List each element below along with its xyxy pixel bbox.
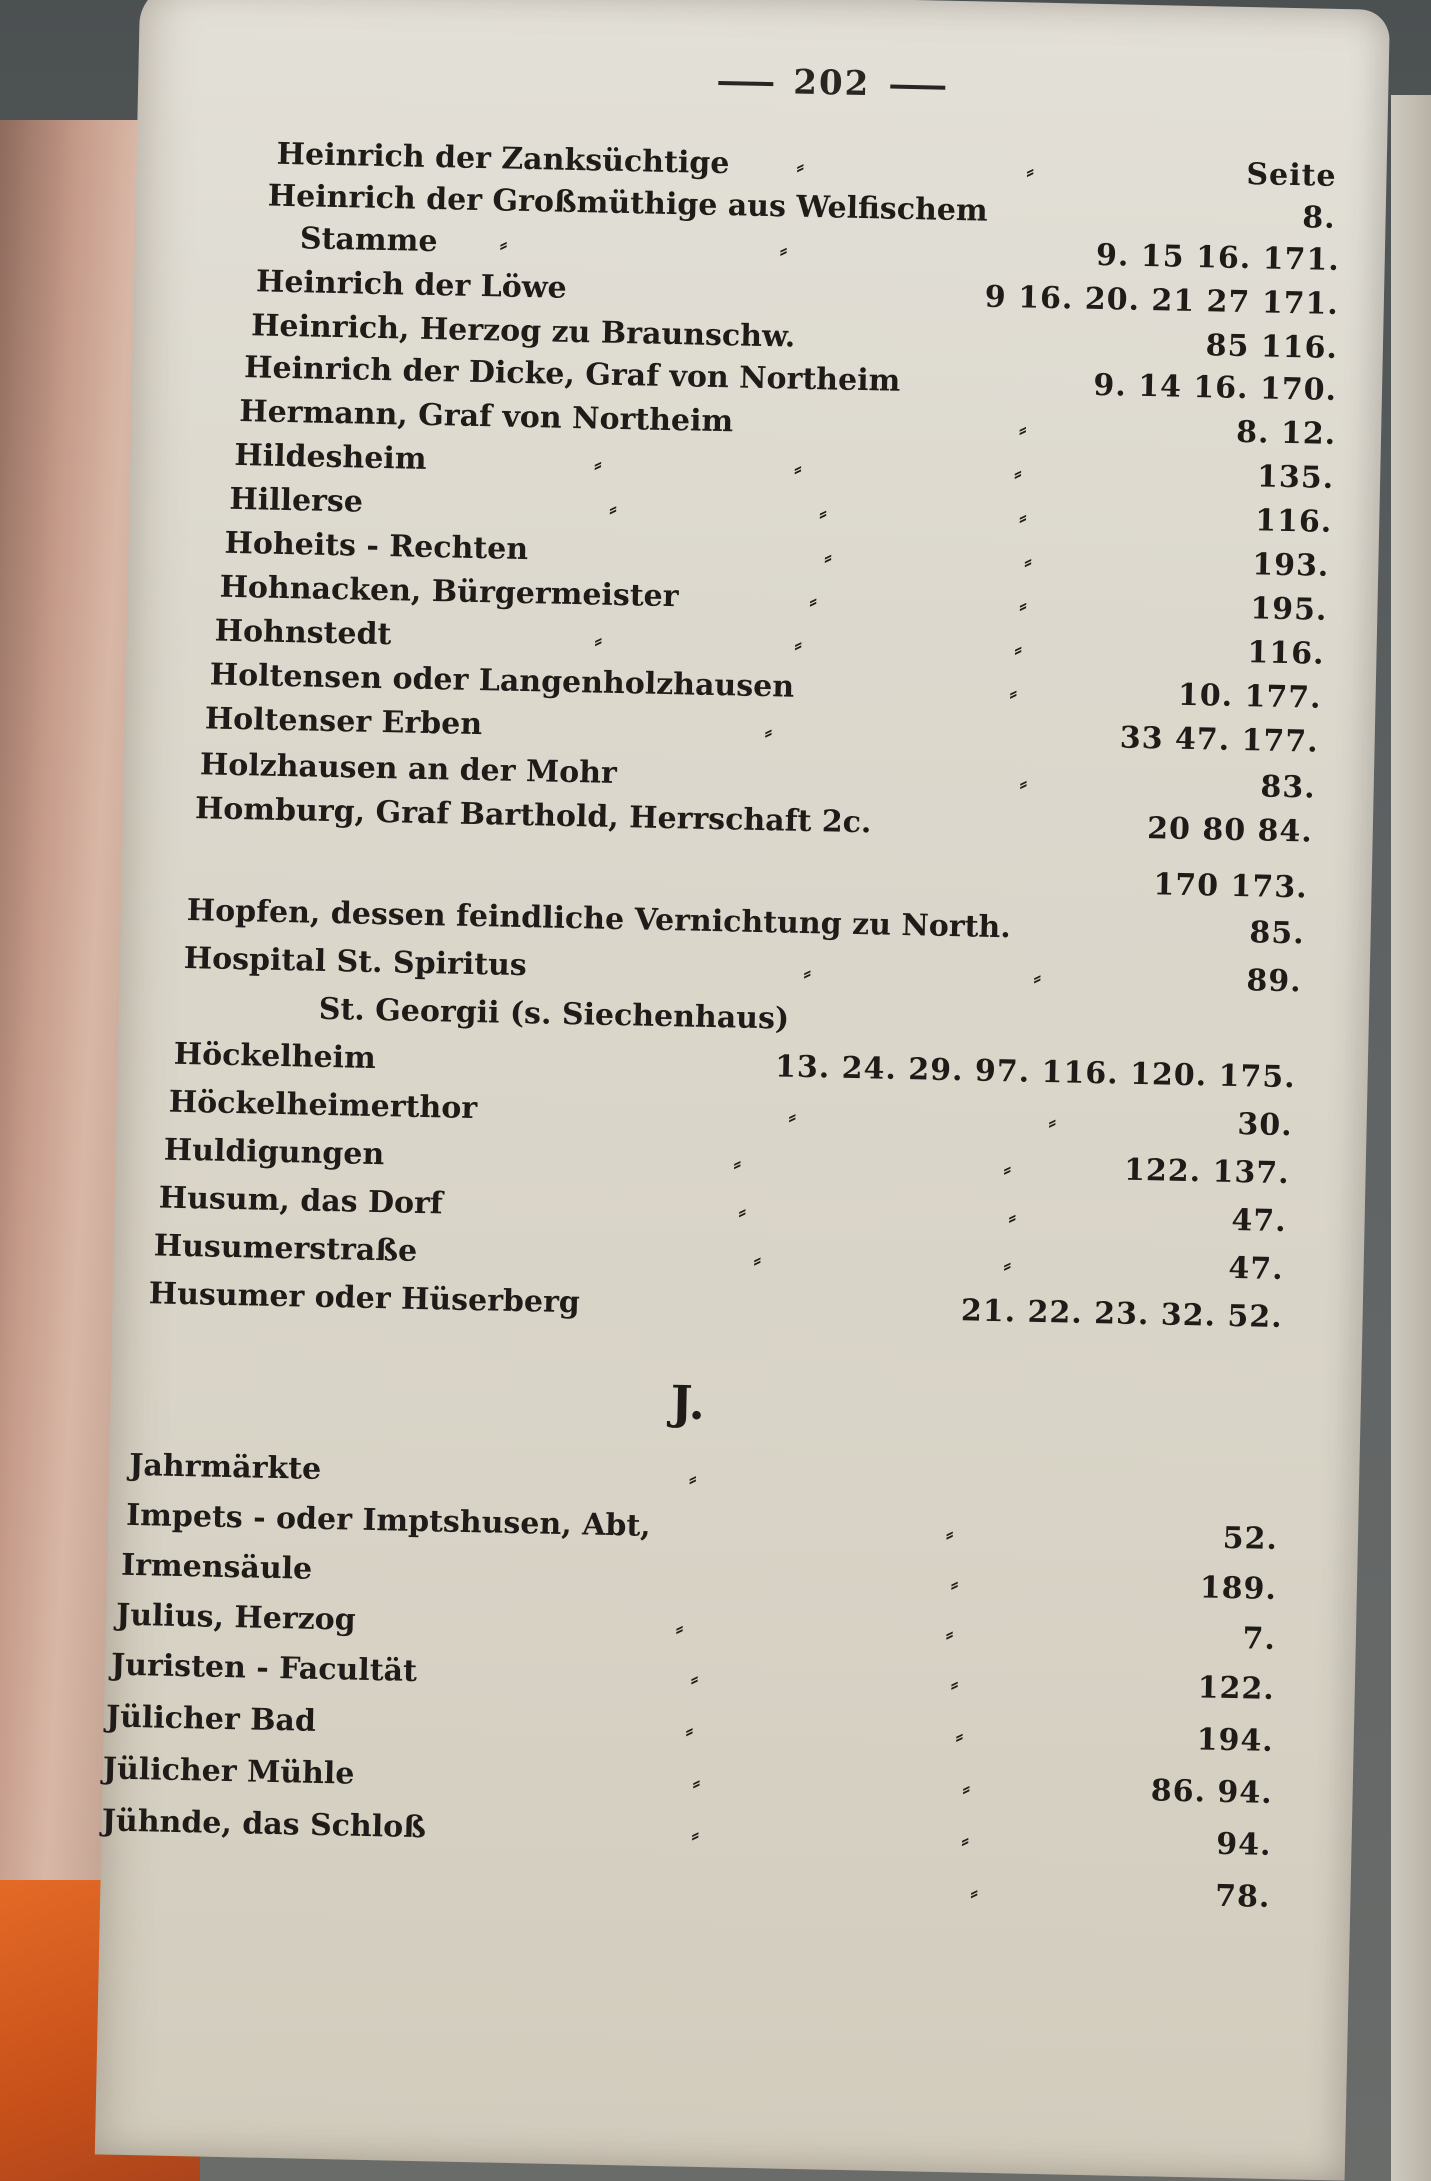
entry-pages: 20 80 84.	[1146, 811, 1314, 850]
leader-dot: ⸗	[1014, 636, 1023, 663]
entry-pages: 85.	[1249, 915, 1305, 952]
leader-dot: ⸗	[1048, 1109, 1057, 1136]
leader-dot: ⸗	[1019, 770, 1028, 797]
leader-dot: ⸗	[1003, 1252, 1012, 1279]
entry-pages: 7.	[1242, 1621, 1277, 1657]
leader-dot: ⸗	[692, 1769, 701, 1796]
leader-dot: ⸗	[824, 544, 833, 571]
leader-dot: ⸗	[594, 451, 602, 478]
entry-term: Jülicher Bad	[105, 1699, 317, 1739]
page-number-dash-right	[890, 85, 945, 90]
entry-term: Höckelheimerthor	[168, 1084, 478, 1127]
entry-term: Huldigungen	[163, 1132, 385, 1173]
entry-pages: 10. 177.	[1177, 677, 1322, 716]
leader-dot: ⸗	[1024, 548, 1032, 575]
entry-pages: 89.	[1246, 963, 1302, 1000]
leader-dot: ⸗	[685, 1717, 694, 1744]
leader-dot: ⸗	[1008, 1204, 1017, 1231]
entry-pages: 47.	[1228, 1250, 1284, 1288]
book-page	[95, 0, 1390, 2181]
entry-pages: 21. 22. 23. 32. 52.	[960, 1293, 1283, 1336]
leader-dot: ⸗	[794, 631, 803, 658]
page-number-value: 202	[792, 62, 871, 105]
page-number-dash-left	[718, 81, 773, 86]
index-entries	[101, 134, 1387, 1915]
leader-dot: ⸗	[788, 1103, 797, 1130]
section-letter-j: J.	[670, 1375, 706, 1430]
leader-dot: ⸗	[945, 1521, 954, 1548]
entry-pages: 47.	[1231, 1202, 1287, 1240]
entry-term: Hillerse	[229, 481, 364, 520]
leader-dot: ⸗	[779, 237, 788, 264]
entry-term: Holzhausen an der Mohr	[199, 747, 618, 791]
leader-dot: ⸗	[594, 627, 603, 654]
leader-dot: ⸗	[764, 719, 773, 746]
entry-pages: 170 173.	[1153, 867, 1308, 906]
leader-dot: ⸗	[962, 1775, 971, 1802]
leader-dot: ⸗	[950, 1671, 959, 1698]
leader-dot: ⸗	[1009, 680, 1018, 707]
entry-pages: 30.	[1237, 1107, 1293, 1144]
leader-dot: ⸗	[1018, 416, 1027, 443]
leader-dot: ⸗	[1019, 504, 1027, 531]
leader-dot: ⸗	[733, 1150, 742, 1177]
entry-pages: 33 47. 177.	[1119, 720, 1320, 760]
entry-pages: 122.	[1197, 1670, 1276, 1707]
entry-term: Jahrmärkte	[128, 1447, 322, 1487]
entry-term: Impets - oder Imptshusen, Abt,	[125, 1497, 652, 1544]
entry-term: Husumer oder Hüserberg	[148, 1276, 581, 1321]
entry-term: Holtensen oder Langenholzhausen	[209, 657, 795, 705]
leader-dot: ⸗	[819, 500, 827, 527]
leader-dot: ⸗	[950, 1571, 959, 1598]
entry-pages: 94.	[1215, 1826, 1272, 1863]
entry-pages: 85 116.	[1205, 328, 1339, 366]
entry-term: Hopfen, dessen feindliche Vernichtung zu North.	[186, 893, 1012, 946]
entry-term: Hoheits - Rechten	[224, 525, 529, 568]
entry-term: Heinrich der Löwe	[255, 264, 568, 306]
entry-pages: 9. 14 16. 170.	[1093, 367, 1338, 408]
entry-term: Hohnstedt	[214, 613, 392, 653]
entry-term: Heinrich der Dicke, Graf von Northeim	[243, 350, 901, 399]
page-number	[698, 61, 966, 107]
entry-term: Irmensäule	[120, 1547, 313, 1587]
leader-dot: ⸗	[803, 959, 812, 987]
entry-term: Heinrich, Herzog zu Braunschw.	[250, 308, 796, 355]
entry-term: Hospital St. Spiritus	[183, 940, 528, 984]
entry-pages: 9 16. 20. 21 27 171.	[984, 279, 1340, 322]
entry-term: Julius, Herzog	[115, 1597, 357, 1638]
leader-dot: ⸗	[955, 1723, 964, 1750]
entry-term: Heinrich der Großmüthige aus Welfischem	[267, 178, 989, 229]
leader-dot: ⸗	[945, 1621, 954, 1648]
entry-term: Juristen - Facultät	[110, 1647, 418, 1689]
entry-pages: 13. 24. 29. 97. 116. 120. 175.	[774, 1049, 1296, 1096]
entry-term: Husumerstraße	[153, 1228, 418, 1269]
entry-pages: 116.	[1247, 635, 1325, 672]
entry-term: Jülicher Mühle	[102, 1751, 355, 1792]
entry-term: Jühnde, das Schloß	[101, 1803, 427, 1846]
entry-pages: 9. 15 16. 171.	[1095, 237, 1341, 278]
entry-pages: 116.	[1254, 503, 1333, 540]
entry-term: Homburg, Graf Barthold, Herrschaft 2c.	[194, 791, 872, 841]
entry-pages: 8.	[1301, 200, 1336, 236]
entry-pages: 8. 12.	[1235, 414, 1337, 452]
entry-pages: 195.	[1249, 591, 1328, 628]
leader-dot: ⸗	[691, 1821, 700, 1848]
entry-term: Holtenser Erben	[204, 701, 483, 743]
entry-pages: 78.	[1214, 1878, 1271, 1915]
leader-dot: ⸗	[690, 1665, 699, 1692]
leader-dot: ⸗	[738, 1198, 747, 1225]
leader-dot: ⸗	[609, 495, 617, 522]
leader-dot: ⸗	[1033, 964, 1042, 991]
entry-term: Höckelheim	[173, 1036, 377, 1076]
leader-dot: ⸗	[1003, 1156, 1012, 1183]
entry-term: Heinrich der Zanksüchtige	[276, 136, 730, 182]
facing-page-edge	[1391, 95, 1431, 2181]
leader-dot: ⸗	[753, 1246, 762, 1274]
leader-dot: ⸗	[1019, 592, 1028, 619]
leader-dot: ⸗	[796, 153, 805, 180]
entry-term: St. Georgii (s. Siechenhaus)	[318, 991, 790, 1037]
entry-pages: 122. 137.	[1123, 1152, 1290, 1192]
entry-pages: Seite	[1246, 157, 1337, 194]
entry-term: Hermann, Graf von Northeim	[238, 393, 734, 440]
entry-pages: 52.	[1222, 1520, 1279, 1557]
leader-dot: ⸗	[1013, 460, 1022, 487]
leader-dot: ⸗	[1026, 158, 1035, 185]
leader-dot: ⸗	[688, 1465, 697, 1492]
entry-pages: 135.	[1256, 459, 1335, 496]
entry-term: Husum, das Dorf	[158, 1180, 444, 1222]
entry-term: Hohnacken, Bürgermeister	[219, 569, 679, 615]
leader-dot: ⸗	[675, 1615, 684, 1642]
entry-pages: 83.	[1260, 769, 1317, 806]
leader-dot: ⸗	[961, 1827, 970, 1854]
entry-pages: 189.	[1199, 1570, 1278, 1607]
entry-term: Stamme	[299, 221, 438, 260]
entry-pages: 193.	[1251, 547, 1330, 584]
entry-pages: 194.	[1196, 1722, 1275, 1759]
entry-term: Hildesheim	[234, 437, 427, 477]
leader-dot: ⸗	[499, 231, 508, 258]
leader-dot: ⸗	[793, 455, 802, 482]
leader-dot: ⸗	[970, 1879, 979, 1906]
entry-pages: 86. 94.	[1150, 1773, 1273, 1811]
leader-dot: ⸗	[809, 587, 818, 615]
